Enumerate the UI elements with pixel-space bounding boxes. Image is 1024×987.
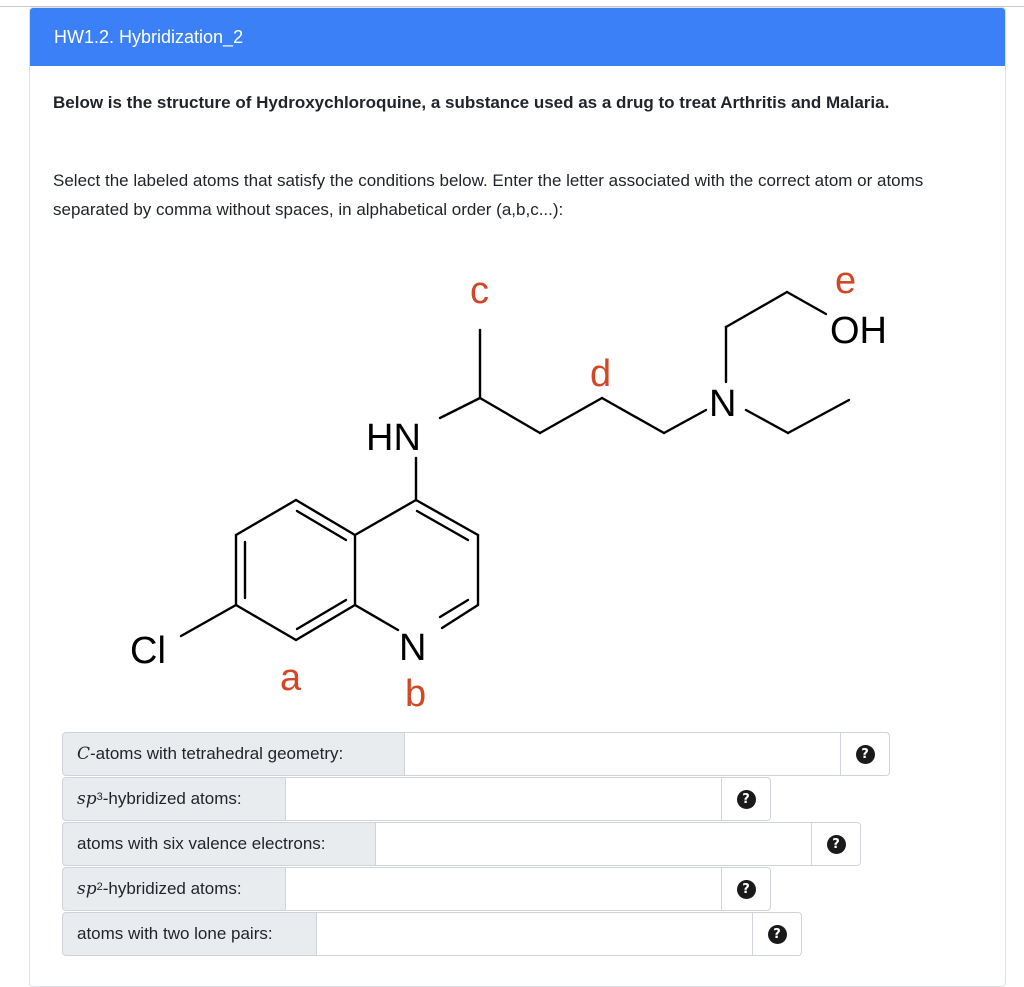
sp2-symbol: sp [77, 879, 97, 899]
atom-label-a: a [280, 657, 302, 699]
sp3-symbol: sp [77, 789, 97, 809]
tetrahedral-label [62, 732, 405, 776]
sp2-help-button[interactable] [722, 867, 771, 911]
card-header [30, 8, 1005, 66]
sp2-input[interactable] [286, 867, 722, 911]
atom-cl: Cl [130, 630, 166, 672]
sp2-superscript: 2 [96, 881, 103, 893]
sp3-label [62, 777, 286, 821]
help-icon: ? [856, 745, 875, 764]
sp2-label [62, 867, 286, 911]
help-icon: ? [737, 880, 756, 899]
sp2-text: -hybridized atoms: [102, 879, 242, 898]
two-lone-pairs-input[interactable] [317, 912, 753, 956]
sp3-help-button[interactable] [722, 777, 771, 821]
tetrahedral-help-button[interactable] [841, 732, 890, 776]
atom-label-b: b [405, 673, 427, 715]
six-valence-help-button[interactable] [812, 822, 861, 866]
six-valence-label [62, 822, 376, 866]
two-lone-pairs-help-button[interactable] [753, 912, 802, 956]
question-row-sp3 [62, 777, 771, 821]
help-icon: ? [827, 835, 846, 854]
help-icon: ? [737, 790, 756, 809]
two-lone-pairs-text: atoms with two lone pairs: [77, 924, 273, 943]
tetrahedral-text: -atoms with tetrahedral geometry: [90, 744, 344, 763]
atom-oh: OH [830, 310, 887, 352]
hydroxychloroquine-structure [120, 255, 920, 715]
question-row-sp2 [62, 867, 771, 911]
question-instructions: Select the labeled atoms that satisfy the conditions below. Enter the letter associated with the correct atom or atoms separated by comma without spaces, in alphabetical order (a,b,c...): [53, 171, 924, 219]
six-valence-text: atoms with six valence electrons: [77, 834, 326, 853]
two-lone-pairs-label [62, 912, 317, 956]
atom-label-d: d [590, 353, 612, 395]
tetrahedral-symbol: C [77, 744, 91, 764]
question-row-tetrahedral [62, 732, 890, 776]
tetrahedral-input[interactable] [405, 732, 841, 776]
sp3-input[interactable] [286, 777, 722, 821]
atom-ring-n: N [399, 627, 427, 669]
atom-amine-n: N [709, 383, 737, 425]
question-title: HW1.2. Hybridization_2 [54, 27, 244, 47]
sp3-text: -hybridized atoms: [102, 789, 242, 808]
atom-hn: HN [366, 417, 421, 459]
atom-label-c: c [470, 270, 489, 312]
atom-label-e: e [835, 260, 857, 302]
six-valence-input[interactable] [376, 822, 812, 866]
question-row-two-lone-pairs [62, 912, 802, 956]
question-intro: Below is the structure of Hydroxychloroquine, a substance used as a drug to treat Arthritis and Malaria. [53, 93, 890, 112]
help-icon: ? [768, 925, 787, 944]
question-row-six-valence [62, 822, 861, 866]
sp3-superscript: 3 [96, 791, 103, 803]
